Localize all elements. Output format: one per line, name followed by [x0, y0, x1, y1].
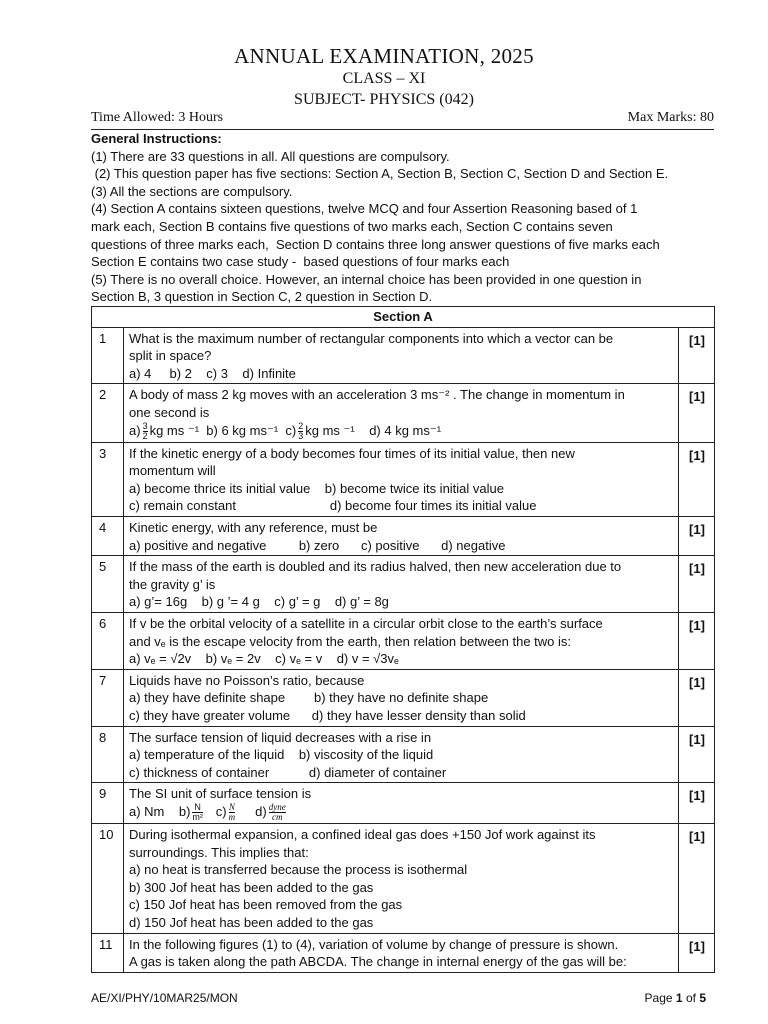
fraction-denominator: 3 — [298, 430, 304, 441]
option-d: d) v = √3vₑ — [336, 651, 399, 667]
question-text — [124, 783, 679, 824]
question-options — [129, 803, 674, 822]
option-b: b) 6 kg ms⁻¹ — [206, 422, 279, 438]
fraction-numerator: dyne — [268, 801, 286, 812]
question-marks: [1] — [679, 783, 715, 824]
question-options — [129, 422, 674, 441]
question-line: split in space? — [129, 348, 212, 364]
question-number: 1 — [92, 327, 124, 384]
question-line: A body of mass 2 kg moves with an acceleration 3 ms⁻² . The change in momentum in — [129, 387, 625, 403]
page-number: 1 — [675, 991, 683, 1005]
question-number: 11 — [92, 933, 124, 972]
question-options: a) become thrice its initial value b) become twice its initial value — [129, 480, 504, 496]
question-row — [92, 669, 715, 726]
question-options: a) no heat is transferred because the process is isothermal — [129, 862, 468, 878]
paper-code: AE/XI/PHY/10MAR25/MON — [91, 991, 238, 1005]
question-row — [92, 384, 715, 442]
question-text — [124, 517, 679, 556]
question-line: Liquids have no Poisson’s ratio, because — [129, 672, 365, 688]
question-row — [92, 556, 715, 613]
instruction-line: mark each, Section B contains five questions of two marks each, Section C contains seven — [91, 218, 613, 234]
question-text — [124, 384, 679, 442]
question-marks: [1] — [679, 556, 715, 613]
question-line: During isothermal expansion, a confined ideal gas does +150 Jof work against its — [129, 826, 596, 842]
subject-label: SUBJECT- PHYSICS (042) — [294, 91, 474, 108]
fraction-numerator: N — [194, 801, 201, 812]
fraction — [298, 422, 303, 441]
page-total: 5 — [699, 991, 706, 1005]
class-label: CLASS – XI — [342, 70, 426, 87]
fraction-numerator: N — [228, 801, 235, 812]
instruction-line: (1) There are 33 questions in all. All questions are compulsory. — [91, 148, 450, 164]
question-options: a) g’= 16g b) g ’= 4 g c) g’ = g d) g’ = 8g — [129, 594, 389, 610]
question-text — [124, 726, 679, 783]
option-d-label: d) — [255, 803, 267, 819]
question-line: momentum will — [129, 463, 216, 479]
question-text — [124, 669, 679, 726]
fraction — [229, 803, 236, 822]
page-word: Page — [644, 991, 673, 1005]
question-marks: [1] — [679, 669, 715, 726]
question-options: b) 300 Jof heat has been added to the gas — [129, 879, 374, 895]
question-line: The SI unit of surface tension is — [129, 786, 312, 802]
fraction-numerator: 3 — [142, 420, 148, 431]
question-text — [124, 823, 679, 933]
exam-title: ANNUAL EXAMINATION, 2025 — [234, 44, 534, 68]
question-options: c) remain constant d) become four times its initial value — [129, 498, 537, 514]
option-b: b) vₑ = 2v — [205, 651, 261, 667]
question-line: If the kinetic energy of a body becomes four times of its initial value, then new — [129, 445, 575, 461]
question-line: Kinetic energy, with any reference, must be — [129, 520, 378, 535]
question-row — [92, 726, 715, 783]
question-marks: [1] — [679, 384, 715, 442]
instruction-line: (2) This question paper has five sections: Section A, Section B, Section C, Section D and Section E. — [91, 166, 669, 182]
of-word: of — [685, 991, 696, 1005]
question-row — [92, 517, 715, 556]
question-text — [124, 327, 679, 384]
section-a-heading: Section A — [92, 307, 715, 328]
option-c-label: c) — [285, 422, 297, 438]
question-text — [124, 442, 679, 516]
question-line: surroundings. This implies that: — [129, 844, 309, 860]
option-a: a) vₑ = √2v — [129, 651, 192, 667]
question-row — [92, 823, 715, 933]
question-line: the gravity g’ is — [129, 576, 216, 592]
question-marks: [1] — [679, 442, 715, 516]
fraction — [192, 803, 203, 822]
fraction — [143, 422, 148, 441]
question-number: 10 — [92, 823, 124, 933]
question-number: 9 — [92, 783, 124, 824]
question-number: 2 — [92, 384, 124, 442]
question-number: 3 — [92, 442, 124, 516]
question-options: a) temperature of the liquid b) viscosity of the liquid — [129, 747, 434, 763]
question-line: and vₑ is the escape velocity from the earth, then relation between the two is: — [129, 633, 572, 649]
instruction-line: Section E contains two case study - based questions of four marks each — [91, 254, 510, 270]
question-number: 4 — [92, 517, 124, 556]
instruction-line: questions of three marks each, Section D contains three long answer questions of five marks each — [91, 236, 660, 252]
question-text — [124, 556, 679, 613]
instruction-line: (4) Section A contains sixteen questions, twelve MCQ and four Assertion Reasoning based of 1 — [91, 201, 638, 217]
question-number: 8 — [92, 726, 124, 783]
question-options: c) they have greater volume d) they have lesser density than solid — [129, 707, 526, 723]
question-row — [92, 933, 715, 972]
question-options — [129, 650, 674, 668]
option-c-label: c) — [215, 803, 227, 819]
instruction-line: (5) There is no overall choice. However, an internal choice has been provided in one question in — [91, 271, 642, 287]
fraction-denominator: m² — [192, 811, 203, 822]
question-options: a) positive and negative b) zero c) positive d) negative — [129, 537, 506, 553]
fraction — [269, 803, 286, 822]
max-marks: Max Marks: 80 — [627, 110, 714, 125]
question-number: 6 — [92, 612, 124, 669]
fraction-denominator: m — [228, 811, 236, 822]
fraction-numerator: 2 — [298, 420, 304, 431]
question-line: If v be the orbital velocity of a satellite in a circular orbit close to the earth’s surface — [129, 615, 603, 631]
question-text — [124, 933, 679, 972]
question-options: a) 4 b) 2 c) 3 d) Infinite — [129, 365, 296, 381]
question-options: c) 150 Jof heat has been removed from the gas — [129, 897, 403, 913]
option-b-label: b) — [178, 803, 191, 819]
instructions-heading: General Instructions: — [91, 131, 222, 146]
instruction-line: Section B, 3 question in Section C, 2 question in Section D. — [91, 289, 433, 305]
question-number: 7 — [92, 669, 124, 726]
question-marks: [1] — [679, 726, 715, 783]
question-options: a) they have definite shape b) they have no definite shape — [129, 690, 489, 706]
question-marks: [1] — [679, 933, 715, 972]
question-number: 5 — [92, 556, 124, 613]
option-a-unit: kg ms ⁻¹ — [149, 422, 200, 438]
question-marks: [1] — [679, 517, 715, 556]
option-a: a) Nm — [129, 803, 165, 819]
question-row — [92, 783, 715, 824]
question-line: If the mass of the earth is doubled and its radius halved, then new acceleration due to — [129, 559, 622, 575]
question-line: one second is — [129, 404, 210, 420]
question-marks: [1] — [679, 612, 715, 669]
question-row — [92, 442, 715, 516]
option-c-unit: kg ms ⁻¹ — [305, 422, 355, 438]
general-instructions — [91, 130, 716, 306]
question-options: c) thickness of container d) diameter of container — [129, 764, 447, 780]
question-line: The surface tension of liquid decreases with a rise in — [129, 729, 432, 745]
question-row — [92, 327, 715, 384]
option-a-label: a) — [129, 422, 141, 438]
question-marks: [1] — [679, 327, 715, 384]
section-header-row — [92, 307, 715, 328]
question-options: d) 150 Jof heat has been added to the gas — [129, 914, 374, 930]
page-indicator — [645, 991, 706, 1005]
question-marks: [1] — [679, 823, 715, 933]
question-line: What is the maximum number of rectangular components into which a vector can be — [129, 330, 614, 346]
section-a-table — [91, 306, 715, 973]
question-row — [92, 612, 715, 669]
option-d: d) 4 kg ms⁻¹ — [369, 422, 442, 438]
question-line: In the following figures (1) to (4), variation of volume by change of pressure is shown. — [129, 936, 619, 952]
option-c: c) vₑ = v — [275, 651, 323, 667]
question-text — [124, 612, 679, 669]
question-line: A gas is taken along the path ABCDA. The change in internal energy of the gas will be: — [129, 954, 627, 970]
fraction-denominator: cm — [269, 812, 286, 822]
time-allowed: Time Allowed: 3 Hours — [91, 110, 224, 125]
fraction-denominator: 2 — [142, 430, 148, 441]
instruction-line: (3) All the sections are compulsory. — [91, 183, 293, 199]
